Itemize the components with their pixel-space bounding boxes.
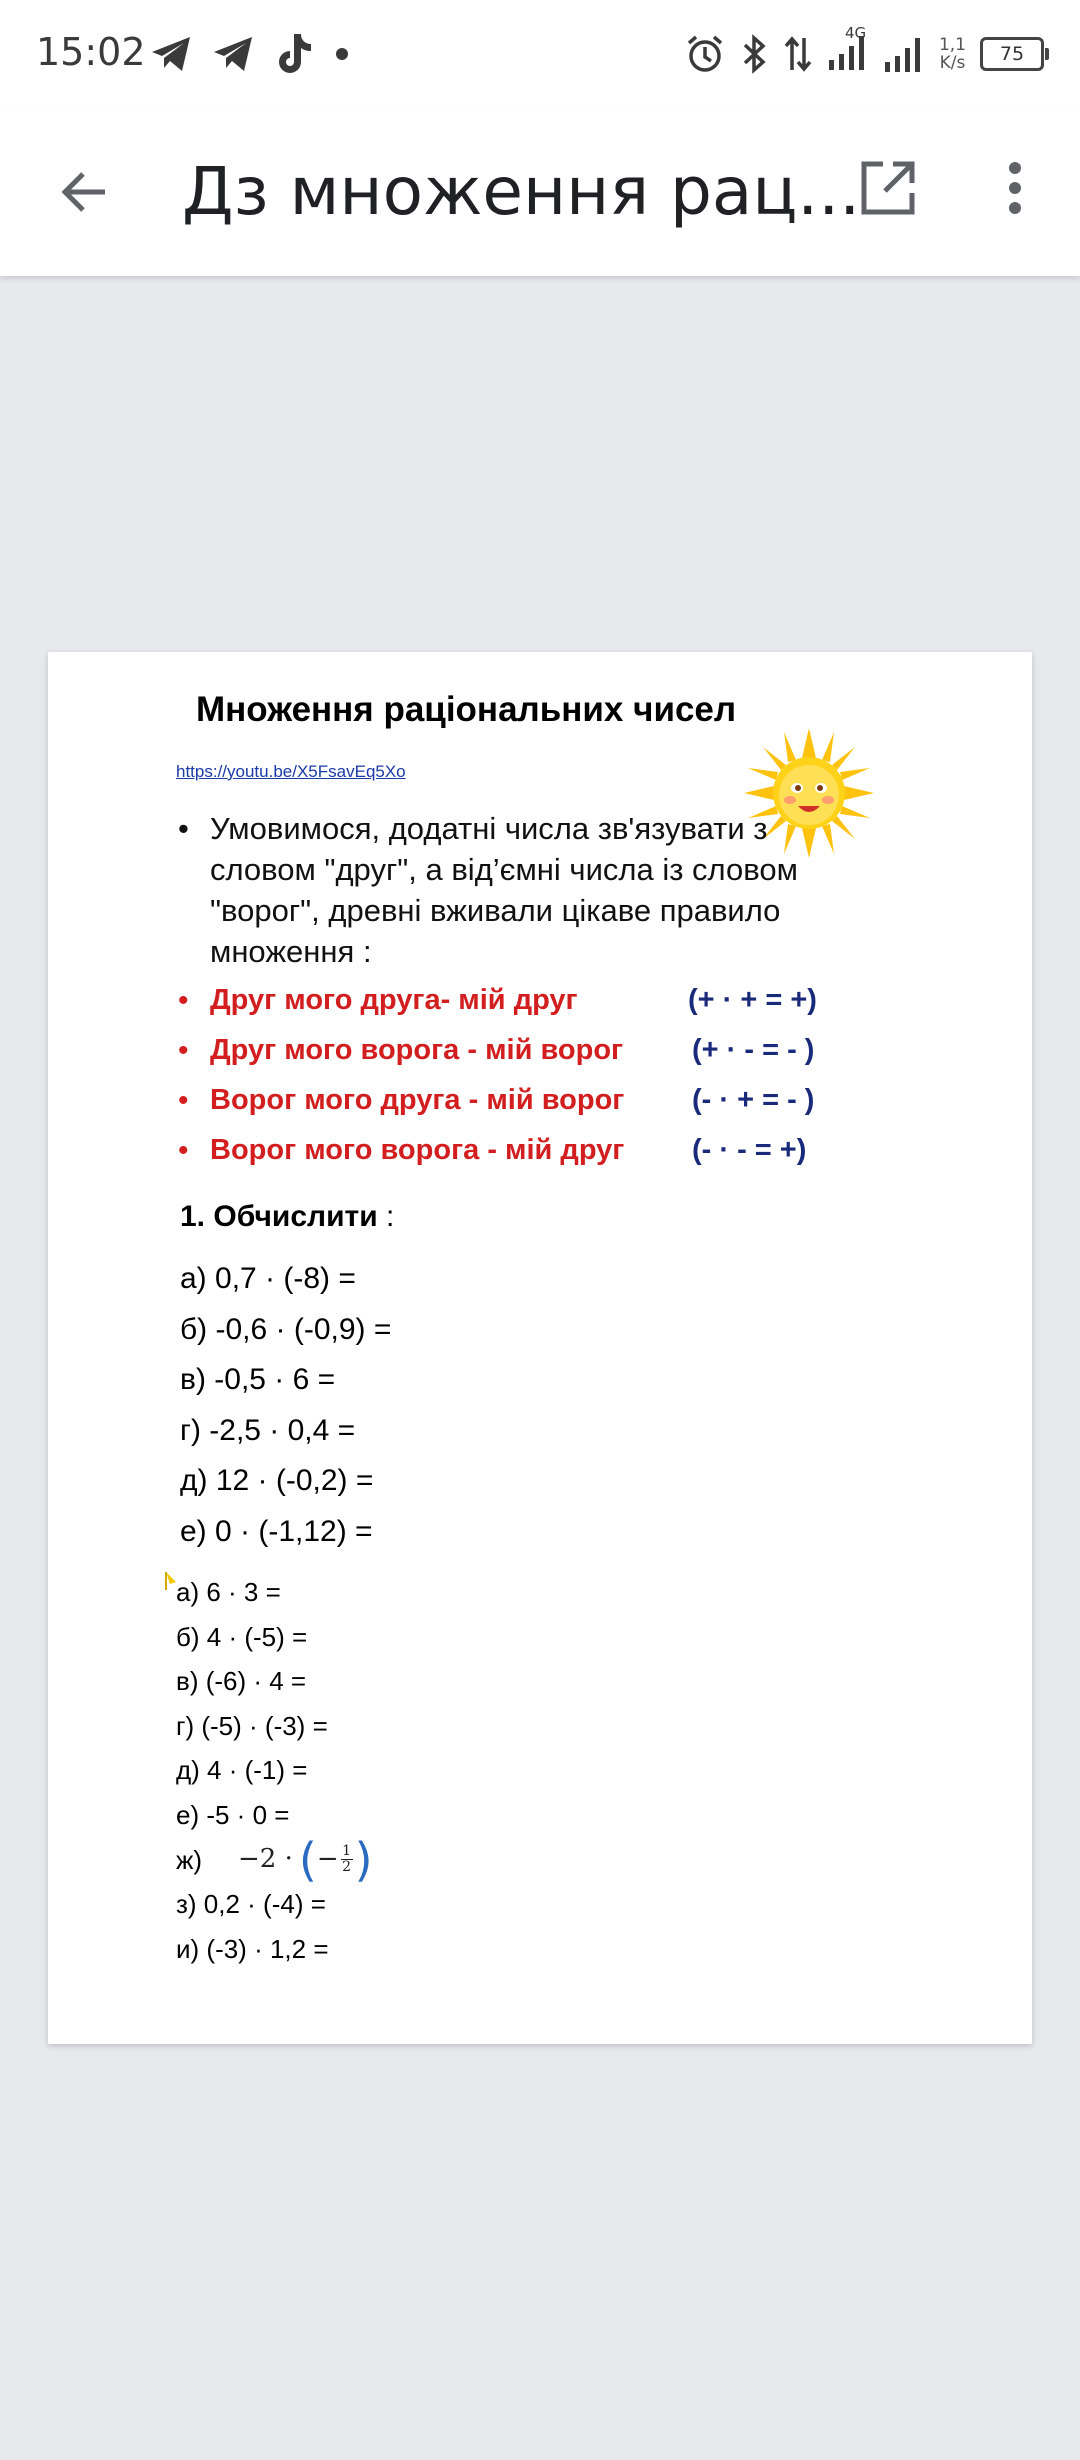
task1-list [180,1254,391,1557]
telegram-icon [212,34,256,74]
status-bar [0,0,1080,108]
bullet: • [178,984,189,1017]
rule-sign: (- · + = - ) [692,1084,815,1116]
rule-text: Друг мого друга- мій друг [210,984,578,1016]
task-heading-suffix: : [377,1200,395,1233]
intro-text: Умовимося, додатні числа зв'язувати з словом "друг", а від’ємні числа із словом "ворог", древні вживали цікаве правило множення : [210,811,798,969]
rule-sign: (- · - = +) [692,1134,807,1166]
exercise-item: е) 0 · (-1,12) = [180,1514,373,1548]
exercise-item-fraction [176,1832,373,1887]
battery-icon: 75 [980,37,1044,71]
intro-paragraph [178,808,798,972]
fraction [341,1844,353,1875]
rule-text: Друг мого ворога - мій ворог [210,1034,624,1066]
bullet: • [178,1034,189,1067]
fraction-lead: −2 · [238,1844,293,1875]
task-heading [180,1200,394,1234]
rules-list [178,980,878,1180]
rule-text: Ворог мого друга - мій ворог [210,1084,625,1116]
fraction-minus: − [316,1844,339,1875]
task2-list [176,1570,373,1971]
close-paren: ) [354,1832,373,1887]
bullet: • [178,811,189,846]
exercise-item: в) -0,5 · 6 = [180,1363,336,1396]
status-time: 15:02 [36,30,146,74]
bullet: • [178,1134,189,1167]
fraction-expression [238,1832,373,1887]
network-speed: 1,1 K/s [938,35,966,73]
app-bar [0,108,1080,276]
bluetooth-icon [739,34,769,74]
exercise-item: д) 4 · (-1) = [176,1755,308,1786]
exercise-item: б) 4 · (-5) = [176,1621,308,1652]
rule-sign: (+ · + = +) [688,984,817,1016]
rule-item [178,1130,878,1180]
rule-sign: (+ · - = - ) [692,1034,815,1066]
signal-group [827,24,869,76]
numerator: 1 [342,1843,352,1860]
exercise-item: и) (-3) · 1,2 = [176,1933,329,1964]
open-in-new-icon [859,159,917,217]
exercise-item: в) (-6) · 4 = [176,1666,307,1697]
youtube-link[interactable]: https://youtu.be/X5FsavEq5Xo [176,762,406,781]
exercise-item: а) 0,7 · (-8) = [180,1262,356,1295]
telegram-icon [150,34,194,74]
bullet: • [178,1084,189,1117]
open-external-button[interactable] [848,148,928,228]
notification-icons [150,30,352,78]
rule-text: Ворог мого ворога - мій друг [210,1134,625,1166]
back-button[interactable] [44,152,124,232]
document-page[interactable] [48,652,1032,2044]
page-title: Дз множення рац... [182,153,861,230]
tiktok-icon [274,32,314,76]
task-heading-text: 1. Обчислити [180,1200,378,1233]
signal-icon [883,34,925,74]
exercise-item: з) 0,2 · (-4) = [176,1889,326,1920]
exercise-label: ж) [176,1844,203,1875]
exercise-item: д) 12 · (-0,2) = [180,1464,374,1497]
exercise-item: г) -2,5 · 0,4 = [180,1413,356,1447]
denominator: 2 [342,1859,352,1876]
dot-icon [332,44,352,64]
network-type: 4G [844,24,867,42]
rule-item [178,1030,878,1080]
data-arrows-icon [783,34,813,74]
more-vert-icon [1007,161,1023,215]
alarm-icon [685,34,725,74]
arrow-back-icon [57,165,111,219]
rule-item [178,1080,878,1130]
rule-item [178,980,878,1030]
system-icons [685,26,1044,82]
document-title: Множення раціональних чисел [196,690,737,729]
exercise-item: г) (-5) · (-3) = [176,1710,328,1741]
exercise-item: е) -5 · 0 = [176,1799,290,1830]
open-paren: ( [298,1832,317,1887]
more-options-button[interactable] [990,148,1040,228]
exercise-item: а) 6 · 3 = [176,1577,281,1607]
exercise-item: б) -0,6 · (-0,9) = [180,1312,392,1346]
